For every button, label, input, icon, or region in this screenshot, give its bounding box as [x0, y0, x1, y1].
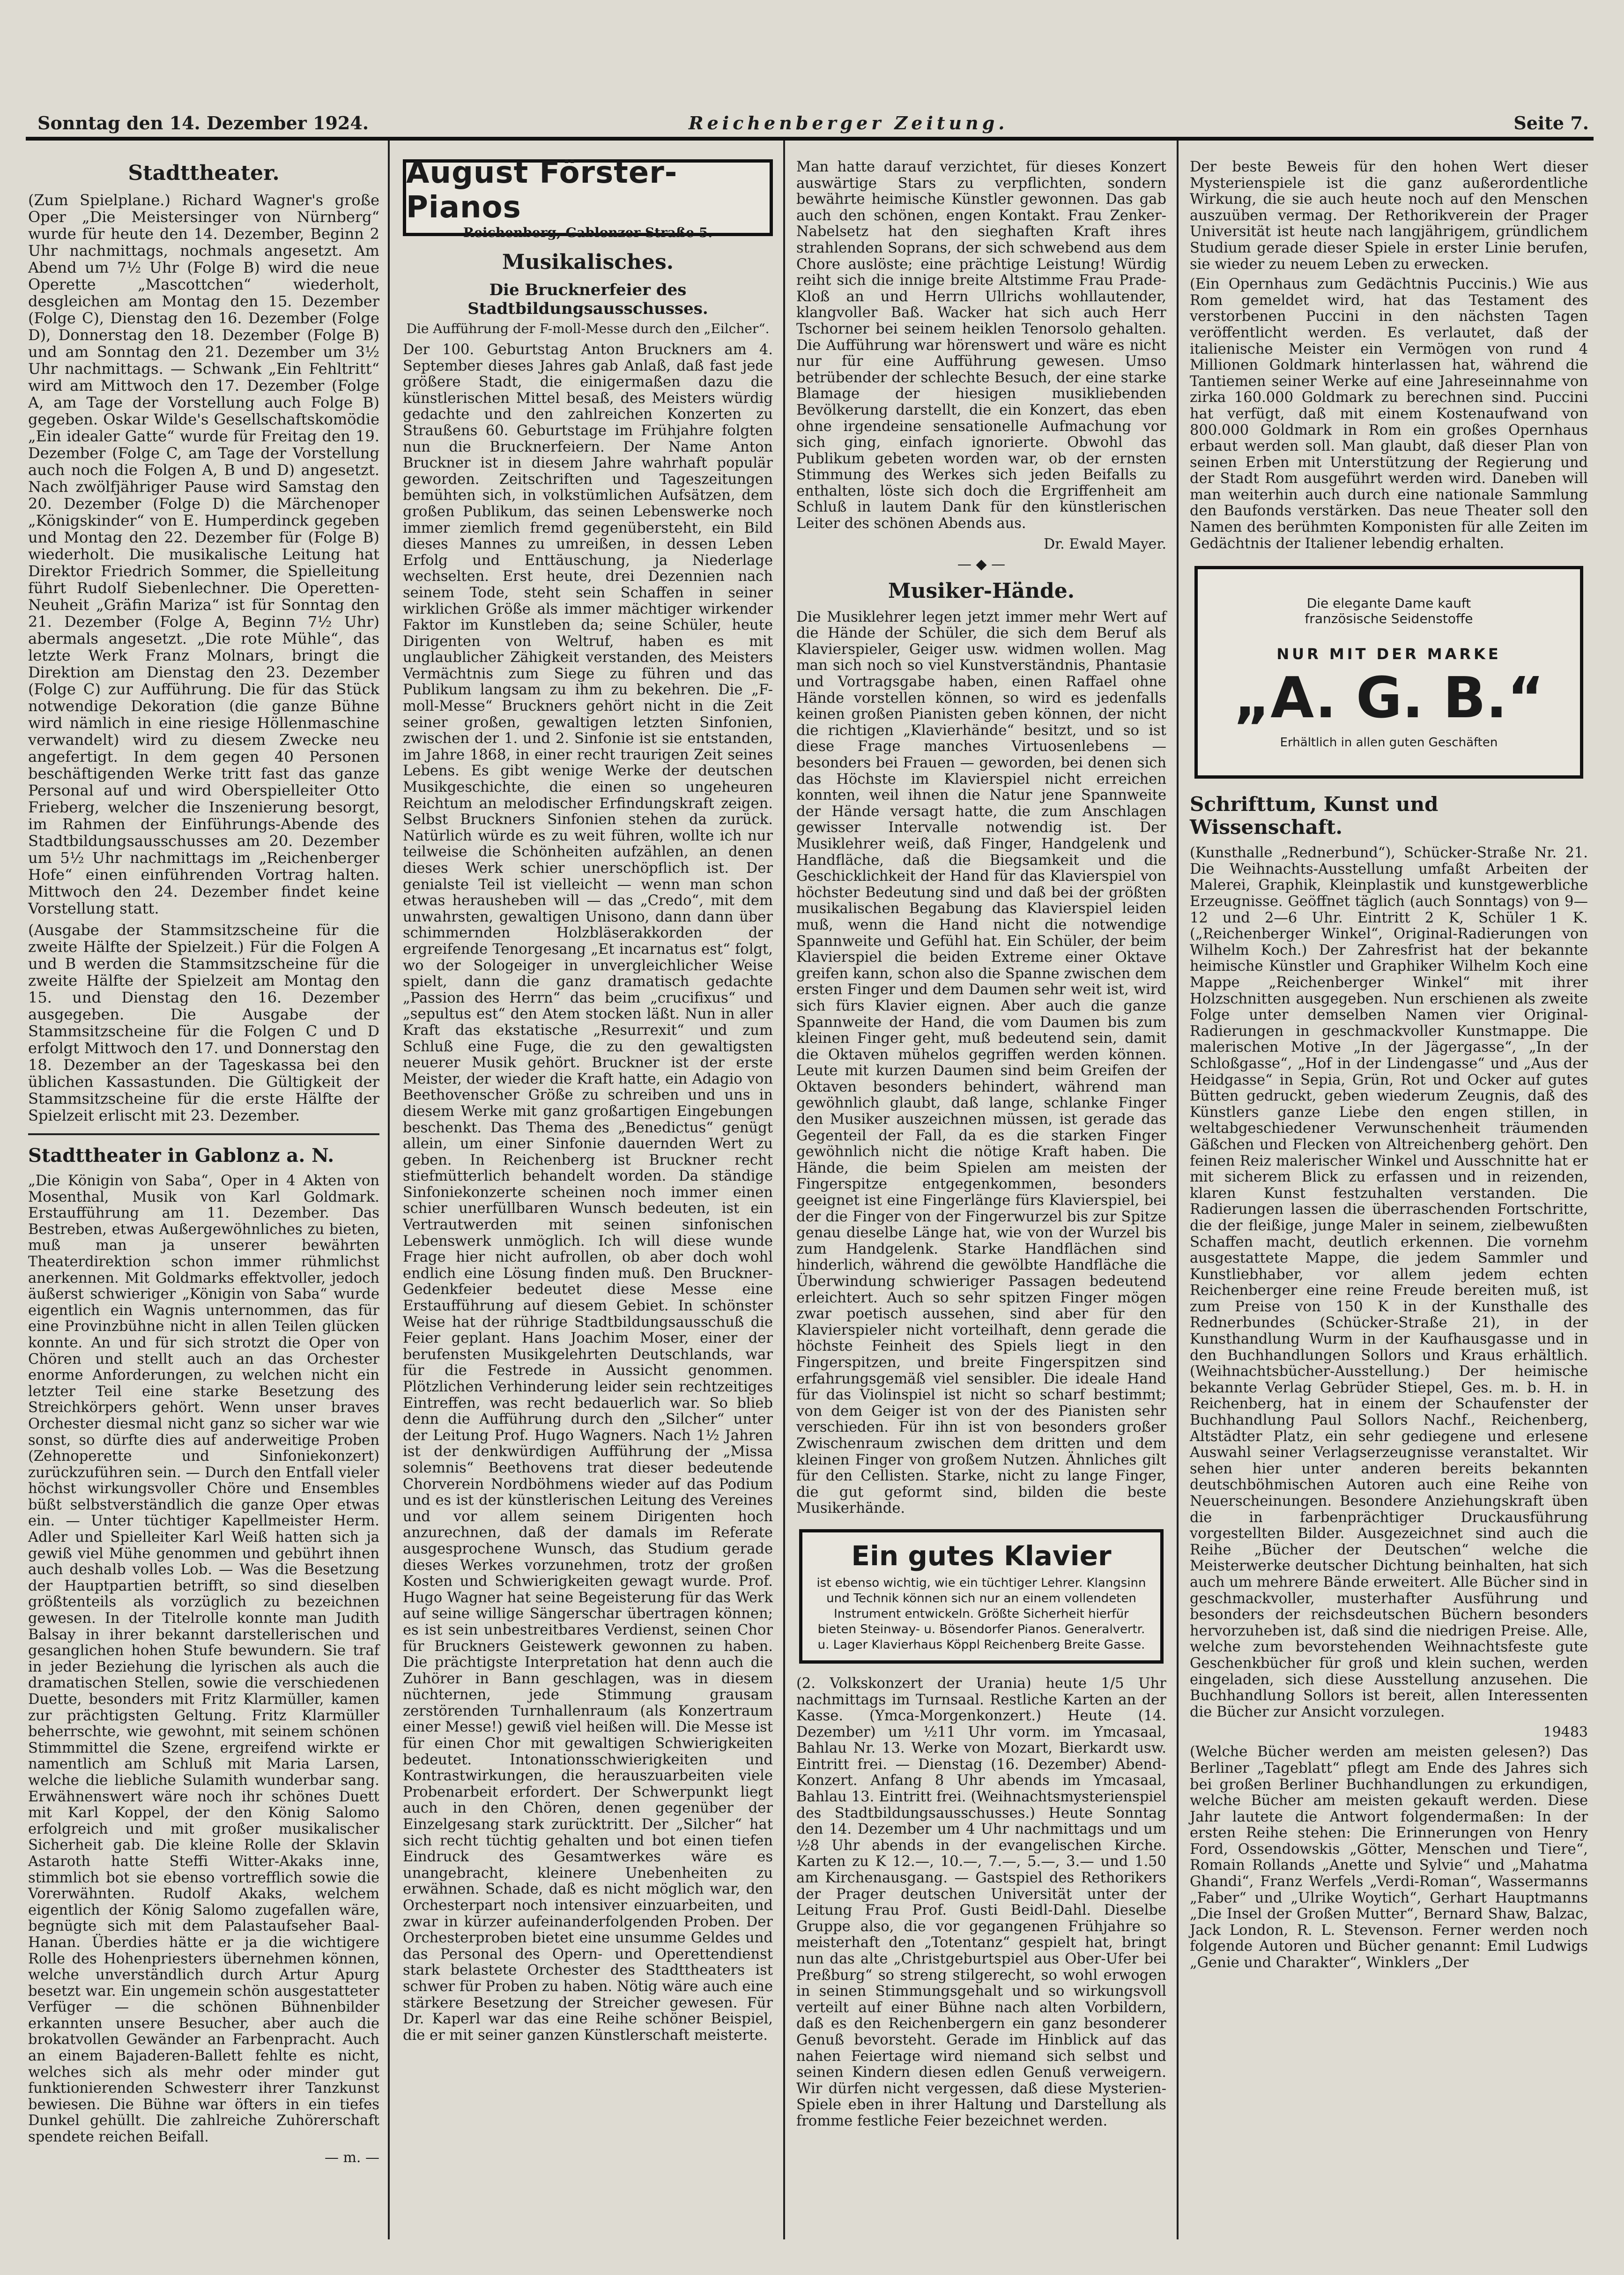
- ad-title: August Förster-Pianos: [406, 155, 678, 225]
- article-text: Man hatte darauf verzichtet, für dieses Konzert auswärtige Stars zu verpflichten, sondern bewährte heimische Künstler gewonnen. Das gab auch den schönen, engen Kontakt. Frau Zenker-Nabelsetz hat den sieghaften Kraft ihres strahlenden Soprans, der sich schwebend aus dem Chore auslöste; eine prächtige Leistung! Würdig reiht sich die innige breite Altstimme Frau Prade-Kloß an und Herrn Ullrichs wohllautender, klangvoller Baß. Wacker hat sich auch Herr Tschorner bei seinem heiklen Tenorsolo gehalten. Die Aufführung war hörenswert und wäre es nicht nur für eine Aufführung gewesen. Umso betrübender der schlechte Besuch, der eine starke Blamage der hiesigen musikliebenden Bevölkerung darstellt, die ein Konzert, das eben ohne irgendeine sensationelle Aufmachung vor sich ging, einfach ignorierte. Obwohl das Publikum gebeten worden war, ob der ernsten Stimmung des Werkes sich jeden Beifalls zu enthalten, löste sich doch die Ergriffenheit am Schluß in lautem Dank für den künstlerischen Leiter des schönen Abends aus.: [796, 159, 1166, 532]
- section-heading: Musiker-Hände.: [888, 579, 1075, 603]
- signature: — m. —: [324, 2149, 379, 2166]
- ad-brand: „A. G. B.“: [1233, 665, 1544, 731]
- section-heading: Schrifttum, Kunst und Wissenschaft.: [1190, 793, 1439, 839]
- article-text: (Zum Spielplane.) Richard Wagner's große Oper „Die Meistersinger von Nürnberg“ wurde für heute den 14. Dezember, Beginn 2 Uhr nachmittags, nochmals angesetzt. Am Abend um 7½ Uhr (Folge B) wird die neue Operette „Mascottchen“ wiederholt, desgleichen am Montag den 15. Dezember (Folge C), Dienstag den 16. Dezember (Folge D), Donnerstag den 18. Dezember (Folge B) und am Sonntag den 21. Dezember um 3½ Uhr nachmittags. — Schwank „Ein Fehltritt“ wird am Mittwoch den 17. Dezember (Folge A, am Tage der Vorstellung auch Folge B) gegeben. Oskar Wilde's Gesellschaftskomödie „Ein idealer Gatte“ wurde für Freitag den 19. Dezember (Folge C, am Tage der Vorstellung auch noch die Folgen A, B und D) angesetzt. Nach zwölfjähriger Pause wird Samstag den 20. Dezember (Folge D) die Märchenoper „Königskinder“ von E. Humperdinck gegeben und Montag den 22. Dezember für (Folge B) wiederholt. Die musikalische Leitung hat Direktor Friedrich Sommer, die Spielleitung führt Rudolf Siebenlechner. Die Operetten-Neuheit „Gräfin Mariza“ ist für Sonntag den 21. Dezember (Folge A, Beginn 7½ Uhr) abermals angesetzt. „Die rote Mühle“, das letzte Werk Franz Molnars, bringt die Direktion am Dienstag den 23. Dezember (Folge C) zur Aufführung. Die für das Stück notwendige Dekoration (die ganze Bühne wird nämlich in eine riesige Höllenmaschine verwandelt) wird zu diesem Zwecke neu angefertigt. In dem gegen 40 Personen beschäftigenden Werke tritt fast das ganze Personal auf und wird Oberspielleiter Otto Frieberg, welcher die Inszenierung besorgt, im Rahmen der Einführungs-Abende des Stadtbildungsausschusses am 20. Dezember um 5½ Uhr nachmittags im „Reichenberger Hofe“ einen einführenden Vortrag halten. Mittwoch den 24. Dezember findet keine Vorstellung statt.: [28, 191, 379, 917]
- column-divider: [1177, 141, 1179, 2239]
- ad-text: NUR MIT DER MARKE: [1276, 645, 1501, 663]
- column-4: [1190, 159, 1588, 1971]
- column-3: [796, 159, 1166, 2130]
- header-rule: [26, 137, 1594, 141]
- article-text: (Ausgabe der Stammsitzscheine für die zweite Hälfte der Spielzeit.) Für die Folgen A und B werden die Stammsitzscheine für die zweite Hälfte der Spielzeit am Montag den 15. und Dienstag den 16. Dezember ausgegeben. Die Ausgabe der Stammsitzscheine für die Folgen C und D erfolgt Mittwoch den 17. und Donnerstag den 18. Dezember an der Tageskassa bei den üblichen Kassastunden. Die Gültigkeit der Stammsitzscheine für die erste Hälfte der Spielzeit erlischt mit 23. Dezember.: [28, 921, 379, 1124]
- header-page-number: Seite 7.: [1513, 112, 1589, 134]
- article-text: Die Musiklehrer legen jetzt immer mehr Wert auf die Hände der Schüler, die sich dem Beruf als Klavierspieler, Geiger usw. widmen wollen. Mag man sich noch so viel Kunstverständnis, Phantasie und Vortragsgabe haben, einen Raffael ohne Hände vorstellen können, so wird es jedenfalls keinen großen Pianisten geben können, der nicht die richtigen „Klavierhände“ besitzt, und so ist diese Frage manches Virtuosenlebens — besonders bei Frauen — geworden, bei denen sich das Höchste im Klavierspiel nicht erreichen konnten, weil ihnen die Natur jene Spannweite der Hände versagt hatte, die zum Anschlagen gewisser Intervalle notwendig ist. Der Musiklehrer weiß, daß Finger, Handgelenk und Handfläche, daß die Biegsamkeit und die Geschicklichkeit der Hand für das Klavierspiel von höchster Bedeutung sind und daß bei der größten musikalischen Begabung das Klavierspiel leiden muß, wenn die Hand nicht die notwendige Spannweite und Gefühl hat. Ein Schüler, der beim Klavierspiel die beiden Extreme einer Oktave greifen kann, schon also die Spanne zwischen dem ersten Finger und dem Daumen sehr weit ist, wird sich fürs Klavier eignen. Aber auch die ganze Spannweite der Hand, die vom Daumen bis zum kleinen Finger geht, muß bedeutend sein, damit die Oktaven mühelos gegriffen werden können. Leute mit kurzen Daumen sind beim Greifen der Oktaven besonders behindert, während man gewöhnlich glaubt, daß lange, schlanke Finger den Musiker auszeichnen müssen, ist gerade das Gegenteil der Fall, da es die starken Finger gewöhnlich nicht die nötige Kraft haben. Die Hände, die beim Spielen am meisten der Fingerspitze entgegenkommen, besonders geeignet ist eine Fingerlänge fürs Klavierspiel, bei der die Finger von der Fingerwurzel bis zur Spitze genau dieselbe Länge hat, wie von der Wurzel bis zum Handgelenk. Starke Handflächen sind hinderlich, während die gewölbte Handfläche die Überwindung schwieriger Passagen bedeutend erleichtert. Auch so sehr spitzen Finger mögen zwar poetisch aussehen, sind aber für den Klavierspieler nicht vorteilhaft, denn gerade die höchste Feinheit des Spiels liegt in den Fingerspitzen, und breite Fingerspitzen sind erfahrungsgemäß viel sensibler. Die ideale Hand für das Violinspiel ist nicht so scharf bestimmt; von dem Geiger ist von der des Pianisten sehr verschieden. Für ihn ist von besonders großer Zwischenraum zwischen dem dritten und dem kleinen Finger von großem Nutzen. Ähnliches gilt für den Cellisten. Starke, nicht zu lange Finger, die gut geformt sind, bilden die beste Musikerhände.: [796, 609, 1166, 1517]
- ad-subtitle: Reichenberg, Gablonzer Straße 5.: [463, 224, 713, 240]
- article-number: 19483: [1543, 1724, 1588, 1741]
- ad-text: Die elegante Dame kauft französische Seidenstoffe: [1305, 595, 1473, 626]
- column-2: [403, 155, 773, 2044]
- ad-text: ist ebenso wichtig, wie ein tüchtiger Lehrer. Klangsinn und Technik können sich nur an einem vollendeten Instrument entwickeln. Größte Sicherheit hierfür bieten Steinway- u. Bösendorfer Pianos. Generalvertr. u. Lager Klavierhaus Köppl Reichenberg Breite Gasse.: [816, 1576, 1146, 1652]
- article-text: (2. Volkskonzert der Urania) heute 1/5 Uhr nachmittags im Turnsaal. Restliche Karten an der Kasse. (Ymca-Morgenkonzert.) Heute (14. Dezember) um ½11 Uhr vorm. im Ymcasaal, Bahlau Nr. 13. Werke von Mozart, Bierkardt usw. Eintritt frei. — Dienstag (16. Dezember) Abend-Konzert. Anfang 8 Uhr abends im Ymcasaal, Bahlau 13. Eintritt frei. (Weihnachtsmysterienspiel des Stadtbildungsausschusses.) Heute Sonntag den 14. Dezember um 4 Uhr nachmittags und um ½8 Uhr abends in der evangelischen Kirche. Karten zu K 12.—, 10.—, 7.—, 5.—, 3.— und 1.50 am Kirchenausgang. — Gastspiel des Rethorikers der Prager deutschen Universität unter der Leitung Frau Prof. Gusti Beidl-Dahl. Dieselbe Gruppe also, die vor gegangenen Frühjahre so meisterhaft den „Totentanz“ gespielt hat, bringt nun das alte „Christgeburtspiel aus Ober-Ufer bei Preßburg“ so streng stilgerecht, so wohl erwogen in seinen Stimmungsgehalt und so wirkungsvoll verteilt auf einer Bühne nach alten Vorbildern, daß es den Reichenbergern ein ganz besonderer Genuß bevorsteht. Gerade im Hinblick auf das nahen Feiertage wird niemand sich selbst und seinen Kindern diesen edlen Genuß verweigern. Wir dürfen nicht vergessen, daß diese Mysterien-Spiele eben in ihrer Haltung und Darstellung als fromme festliche Feier bezeichnet werden.: [796, 1675, 1166, 2129]
- article-subheading: Die Aufführung der F-moll-Messe durch den „Eilcher“.: [406, 321, 770, 336]
- advertisement-agb: [1194, 566, 1583, 779]
- ad-title: Ein gutes Klavier: [851, 1539, 1112, 1572]
- article-text: (Ein Opernhaus zum Gedächtnis Puccinis.) Wie aus Rom gemeldet wird, hat das Testament des verstorbenen Puccini in den nächsten Tagen veröffentlicht werden. Es verlautet, daß der italienische Meister ein Vermögen von rund 4 Millionen Goldmark hinterlassen hat, während die Tantiemen seiner Werke auf eine Jahreseinnahme von zirka 160.000 Goldmark zu berechnen sind. Puccini hat verfügt, daß mit einem Kostenaufwand von 800.000 Goldmark in Rom ein großes Opernhaus erbaut werden soll. Man glaubt, daß dieser Plan von seinen Erben mit Unterstützung der Regierung und der Stadt Rom ausgeführt werden wird. Daneben will man weiterhin auch durch eine nationale Sammlung den Baufonds verstärken. Das neue Theater soll den Namen des berühmten Komponisten für alle Zeiten im Gedächtnis der Italiener lebendig erhalten.: [1190, 276, 1588, 552]
- article-subheading: Die Brucknerfeier des Stadtbildungsausschusses.: [467, 281, 708, 318]
- article-text: (Welche Bücher werden am meisten gelesen?) Das Berliner „Tageblatt“ pflegt am Ende des Jahres sich bei großen Berliner Buchhandlungen zu erkundigen, welche Bücher am meisten gekauft werden. Diese Jahr lautete die Antwort folgendermaßen: In der ersten Reihe stehen: Die Erinnerungen von Henry Ford, Ossendowskis „Götter, Menschen und Tiere“, Romain Rollands „Anette und Sylvie“ und „Mahatma Ghandi“, Franz Werfels „Verdi-Roman“, Wassermanns „Faber“ und „Ulrike Woytich“, Gerhart Hauptmanns „Die Insel der Großen Mutter“, Bernard Shaw, Balzac, Jack London, R. L. Stevenson. Ferner werden noch folgende Autoren und Bücher genannt: Emil Ludwigs „Genie und Charakter“, Winklers „Der: [1190, 1744, 1588, 1971]
- article-text: Der 100. Geburtstag Anton Bruckners am 4. September dieses Jahres gab Anlaß, daß fast jede größere Stadt, die einigermaßen dazu die künstlerischen Mittel besaß, des Meisters würdig gedachte und den zahlreichen Konzerten zu Straußens 60. Geburtstage im Frühjahre folgten nun die Brucknerfeiern. Der Name Anton Bruckner ist in diesem Jahre wahrhaft populär geworden. Zeitschriften und Tageszeitungen bemühten sich, in volkstümlichen Aufsätzen, dem großen Publikum, das seinen Lebenswerke noch immer ziemlich fremd gegenübersteht, ein Bild dieses Mannes zu umreißen, in dessen Leben Erfolg und Enttäuschung, ja Niederlage wechselten. Erst heute, drei Dezennien nach seinem Tode, steht sein Schaffen in seiner wirklichen Größe als immer mächtiger wirkender Faktor im Kunstleben da; seine Schüler, heute Dirigenten von Weltruf, haben es mit unglaublicher Zähigkeit verstanden, des Meisters Vermächtnis zum Siege zu führen und das Publikum langsam zu ihm zu bekehren. Die „F-moll-Messe“ Bruckners gehört nicht in die Zeit seiner großen, gewaltigen letzten Sinfonien, zwischen der 1. und 2. Sinfonie ist sie entstanden, im Jahre 1868, in einer recht traurigen Zeit seines Lebens. Es gibt wenige Werke der deutschen Musikgeschichte, die einen so ungeheuren Reichtum an melodischer Erfindungskraft zeigen. Selbst Bruckners Sinfonien stehen da zurück. Natürlich würde es zu weit führen, wollte ich nur teilweise die Schönheiten aufzählen, an denen dieses Werk schier unerschöpflich ist. Der genialste Teil ist vielleicht — wenn man schon etwas herausheben will — das „Credo“, mit dem unwahrsten, gewaltigen Unisono, dann dann über schimmernden Holzbläserakkorden der ergreifende Tenorgesang „Et incarnatus est“ folgt, wo der Sologeiger in unvergleichlicher Weise spielt, dann die ganz dramatisch gedachte „Passion des Herrn“ das beim „crucifixus“ und „sepultus est“ den Atem stocken läßt. Nun in aller Kraft das ekstatische „Resurrexit“ und zum Schluß eine Fuge, die zu den gewaltigsten neuerer Musik gehört. Bruckner ist der erste Meister, der wieder die Kraft hatte, ein Adagio von Beethovenscher Größe zu schreiben und uns in diesem Werke mit ganz großartigen Eingebungen beschenkt. Das Thema des „Benedictus“ genügt allein, um einer Sinfonie dauernden Wert zu geben. In Reichenberg ist Bruckner recht stiefmütterlich behandelt worden. Da ständige Sinfoniekonzerte scheinen noch immer einen schier unerfüllbaren Wunsch bedeuten, ist ein Vertrautwerden mit seinen sinfonischen Lebenswerk unmöglich. Ich will diese wunde Frage hier nicht aufrollen, ob aber doch wohl endlich eine Lösung finden muß. Den Bruckner-Gedenkfeier bedeutet diese Messe eine Erstaufführung auf diesem Gebiet. In schönster Weise hat der rührige Stadtbildungsausschuß die Feier geplant. Hans Joachim Moser, einer der berufensten Musikgelehrten Deutschlands, war für die Festrede in Aussicht genommen. Plötzlichen Verhinderung leider sein rechtzeitiges Eintreffen, was recht bedauerlich war. So blieb denn die Aufführung durch den „Silcher“ unter der Leitung Prof. Hugo Wagners. Nach 1½ Jahren ist der denkwürdigen Aufführung der „Missa solemnis“ Beethovens trat dieser bedeutende Chorverein Nordböhmens wieder auf das Podium und es ist der künstlerischen Leitung des Vereines und vor allem seinem Dirigenten hoch anzurechnen, daß der damals im Referate ausgesprochene Wunsch, das Studium gerade dieses Werkes vorzunehmen, trotz der großen Kosten und Schwierigkeiten gewagt wurde. Prof. Hugo Wagner hat seine Begeisterung für das Werk auf seine willige Sängerschar übertragen können; es ist sein unbestreitbares Verdienst, seinen Chor für Bruckners Geistewerk gewonnen zu haben. Die prächtigste Interpretation hat denn auch die Zuhörer in Bann geschlagen, was in diesem nüchternen, jede Stimmung grausam zerstörenden Turnhallenraum (als Konzertraum einer Messe!) gewiß viel heißen will. Die Messe ist für einen Chor mit gewaltigen Schwierigkeiten bedeutet. Intonationsschwierigkeiten und Kontrastwirkungen, die herauszuarbeiten viele Probenarbeit erfordert. Der Schwerpunkt liegt auch in den Chören, denen gegenüber der Einzelgesang stark zurücktritt. Der „Silcher“ hat sich recht tüchtig gehalten und bot einen tiefen Eindruck des Gesamtwerkes wäre es unangebracht, kleinere Unebenheiten zu erwähnen. Schade, daß es nicht möglich war, den Orchesterpart noch intensiver einzuarbeiten, und zwar in kürzer aufeinanderfolgenden Proben. Der Orchesterproben bietet eine unsumme Geldes und das Personal des Opern- und Operettendienst stark belastete Orchester des Stadttheaters ist schwer für Proben zu haben. Nötig wäre auch eine stärkere Besetzung der Streicher gewesen. Für Dr. Kaperl war das eine Reihe schöner Beispiel, die er mit seiner ganzen Künstlerschaft meisterte.: [403, 342, 773, 2044]
- advertisement-forster: [403, 155, 773, 240]
- advertisement-klavier: [799, 1529, 1164, 1664]
- signature: Dr. Ewald Mayer.: [1044, 535, 1166, 552]
- article-text: „Die Königin von Saba“, Oper in 4 Akten von Mosenthal, Musik von Karl Goldmark. Erstaufführung am 11. Dezember. Das Bestreben, etwas Außergewöhnliches zu bieten, muß man ja unserer bewährten Theaterdirektion schon immer rühmlichst anerkennen. Mit Goldmarks effektvoller, jedoch äußerst schwieriger „Königin von Saba“ wurde eigentlich ein Wagnis unternommen, das für eine Provinzbühne nicht in allen Teilen glücken konnte. An und für sich strotzt die Oper von Chören und stellt auch an das Orchester enorme Anforderungen, zu welchen nicht ein letzter Teil eine starke Besetzung des Streichkörpers gehört. Wenn unser braves Orchester diesmal nicht ganz so sicher war wie sonst, so dürfte dies auf anderweitige Proben (Zehnoperette und Sinfoniekonzert) zurückzuführen sein. — Durch den Entfall vieler höchst wirkungsvoller Chöre und Ensembles büßt selbstverständlich die ganze Oper etwas ein. — Unter tüchtiger Kapellmeister Herm. Adler und Spielleiter Karl Weiß hatten sich ja gewiß viel Mühe genommen und gebührt ihnen auch deshalb volles Lob. — Was die Besetzung der Hauptpartien betrifft, so sind dieselben größtenteils als vorzüglich zu bezeichnen gewesen. In der Titelrolle konnte man Judith Balsay in ihrer bekannt darstellerischen und gesanglichen hohen Stufe bewundern. Sie traf in jeder Beziehung die lyrischen als auch die dramatischen Stellen, sowie die verschiedenen Duette, besonders mit Fritz Klarmüller, kamen zur prächtigsten Geltung. Fritz Klarmüller beherrschte, wie gewohnt, mit seinem schönen Stimmmittel die Szene, ergreifend wirkte er namentlich am Schluß mit Maria Larsen, welche die liebliche Sulamith wunderbar sang. Erwähnenswert wäre noch ihr schönes Duett mit Karl Koppel, der den König Salomo erfolgreich und mit großer musikalischer Sicherheit gab. Die kleine Rolle der Sklavin Astaroth hatte Steffi Witter-Akaks inne, stimmlich bot sie ebenso vortrefflich sowie die Vorerwähnten. Rudolf Akaks, welchem eigentlich der König Salomo zugefallen wäre, begnügte sich mit dem Palastaufseher Baal-Hanan. Überdies hätte er ja die wichtigere Rolle des Hohenpriesters übernehmen können, welche unverständlich durch Artur Apurg besetzt war. Ein ungemein schön ausgestatteter Verfüger — die schönen Bühnenbilder erkannten unsere Besucher, aber auch die brokatvollen Gewänder an Farbenpracht. Auch an einem Bajaderen-Ballett fehlte es nicht, welches sich als mehr oder minder gut funktionierenden Schwesterr ihrer Tanzkunst bewiesen. Die Bühne war öfters in ein tiefes Dunkel gehüllt. Die zahlreiche Zuhörerschaft spendete reichen Beifall.: [28, 1173, 379, 2146]
- ad-text: Erhältlich in allen guten Geschäften: [1280, 735, 1498, 750]
- article-text: Der beste Beweis für den hohen Wert dieser Mysterienspiele ist die ganz außerordentliche Wirkung, die sie auch heute noch auf den Menschen auszuüben vermag. Der Rethorikverein der Prager Universität ist heute nach langjährigem, gründlichem Studium gerade dieser Spiele in erster Linie berufen, sie wieder zu neuem Leben zu erwecken.: [1190, 159, 1588, 273]
- section-heading: Musikalisches.: [502, 250, 674, 274]
- column-1: [28, 155, 379, 2170]
- section-heading: Stadttheater in Gablonz a. N.: [28, 1145, 334, 1167]
- divider: [28, 1133, 379, 1135]
- separator: — ◆ —: [957, 556, 1006, 572]
- section-heading: Stadttheater.: [128, 161, 280, 185]
- column-divider: [388, 141, 390, 2239]
- column-divider: [783, 141, 785, 2239]
- header-date: Sonntag den 14. Dezember 1924.: [37, 112, 369, 134]
- article-text: (Kunsthalle „Rednerbund“), Schücker-Straße Nr. 21. Die Weihnachts-Ausstellung umfaßt Arbeiten der Malerei, Graphik, Kleinplastik und kunstgewerbliche Erzeugnisse. Geöffnet täglich (auch Sonntags) von 9—12 und 2—6 Uhr. Eintritt 2 K, Schüler 1 K. („Reichenberger Winkel“, Original-Radierungen von Wilhelm Koch.) Der Zahresfrist hat der bekannte heimische Künstler und Graphiker Wilhelm Koch eine Mappe „Reichenberger Winkel“ mit ihrer Holzschnitten ausgegeben. Nun erschienen als zweite Folge unter demselben Namen vier Original-Radierungen in geschmackvoller Kunstmappe. Die malerischen Motive „In der Jägergasse“, „In der Schloßgasse“, „Hof in der Lindengasse“ und „Aus der Heidgasse“ in Sepia, Grün, Rot und Ocker auf gutes Bütten gedruckt, geben wiederum Zeugnis, daß des Künstlers ganze Liebe den engen stillen, in weltabgeschiedener Verwunschenheit träumenden Gäßchen und Flecken von Altreichenberg gehört. Den feinen Reiz malerischer Winkel und Ausschnitte hat er mit sicherem Blick zu erfassen und in reizenden, klaren Kunst festzuhalten verstanden. Die Radierungen lassen die überraschenden Fortschritte, die der fleißige, junge Maler in seinem, zielbewußten Schaffen macht, deutlich erkennen. Die vornehm ausgestattete Mappe, die jedem Sammler und Kunstliebhaber, vor allem jedem echten Reichenberger eine reine Freude bereiten muß, ist zum Preise von 150 K in der Kunsthalle des Rednerbundes (Schücker-Straße 21), in der Kunsthandlung Wurm in der Kaufhausgasse und in den Buchhandlungen Sollors und Kraus erhältlich. (Weihnachtsbücher-Ausstellung.) Der heimische bekannte Verlag Gebrüder Stiepel, Ges. m. b. H. in Reichenberg, hat in einem der Schaufenster der Buchhandlung Paul Sollors Nachf., Reichenberg, Altstädter Platz, ein sehr gediegene und erlesene Auswahl seiner Verlagserzeugnisse veranstaltet. Wir sehen hier unter anderen bereits bekannten deutschböhmischen Autoren auch eine Reihe von Neuerscheinungen. Besondere Anziehungskraft üben die in farbenprächtiger Druckausführung vorgestellten Bilder. Ausgezeichnet sind auch die Reihe „Bücher der Deutschen“ welche die Meisterwerke deutscher Dichtung beinhalten, hat sich auch um mehrere Bände erweitert. Alle Bücher sind in geschmackvoller, musterhafter Ausführung und besonders der reichsdeutschen Büchern besonders hervorzuheben ist, daß sind die niedrigen Preise. Alle, welche zum bevorstehenden Weihnachtsfeste gute Geschenkbücher für groß und klein suchen, werden eingeladen, sich diese Ausstellung anzusehen. Die Buchhandlung Sollors ist bereit, allen Interessenten die Bücher zur Ansicht vorzulegen.: [1190, 845, 1588, 1720]
- masthead: Reichenberger Zeitung.: [689, 112, 1009, 134]
